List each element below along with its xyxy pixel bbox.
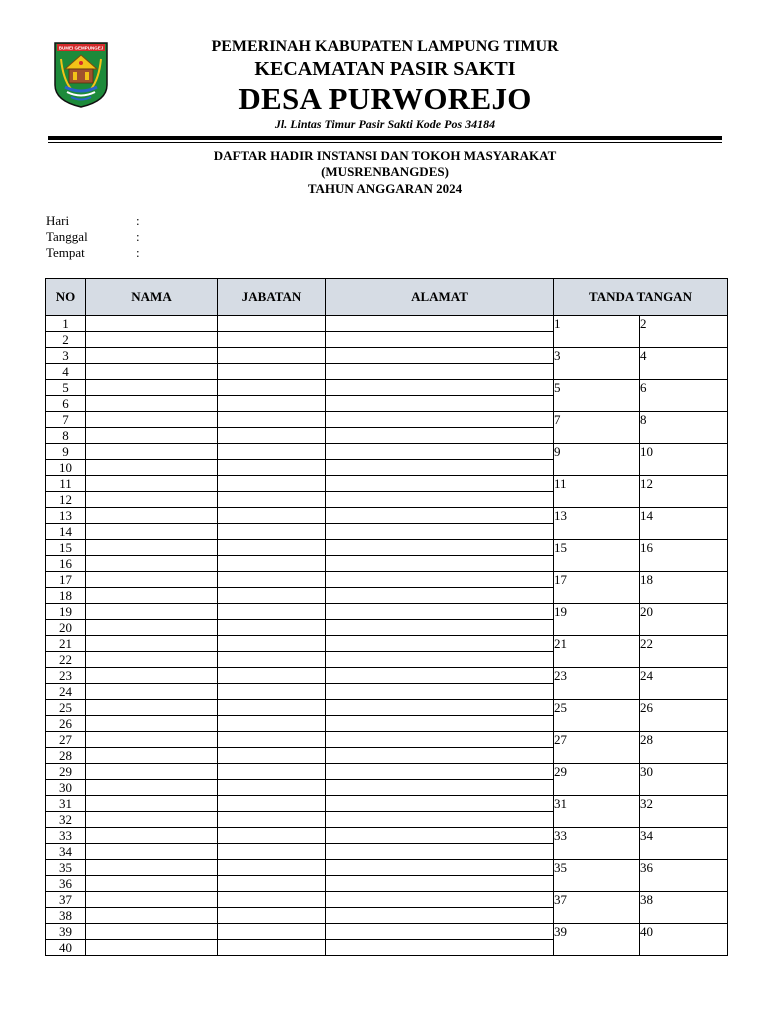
position-cell[interactable]	[218, 540, 326, 556]
signature-cell[interactable]: 33	[554, 828, 640, 860]
table-row	[46, 412, 728, 428]
address-cell[interactable]	[326, 620, 554, 636]
signature-cell[interactable]: 8	[640, 412, 728, 444]
position-cell[interactable]	[218, 732, 326, 748]
signature-cell[interactable]: 36	[640, 860, 728, 892]
info-label: Tanggal	[46, 229, 88, 244]
position-cell[interactable]	[218, 828, 326, 844]
info-separator: :	[136, 245, 140, 260]
position-cell[interactable]	[218, 572, 326, 588]
signature-cell[interactable]: 1	[554, 316, 640, 348]
row-number: 22	[46, 652, 86, 668]
row-number: 38	[46, 908, 86, 924]
address-cell[interactable]	[326, 604, 554, 620]
table-row	[46, 604, 728, 620]
row-number: 40	[46, 940, 86, 956]
address-cell[interactable]	[326, 444, 554, 460]
address-cell[interactable]	[326, 540, 554, 556]
position-cell[interactable]	[218, 812, 326, 828]
signature-cell[interactable]: 16	[640, 540, 728, 572]
address-cell[interactable]	[326, 812, 554, 828]
name-cell[interactable]	[86, 620, 218, 636]
table-row	[46, 924, 728, 940]
position-cell[interactable]	[218, 652, 326, 668]
table-row	[46, 508, 728, 524]
name-cell[interactable]	[86, 604, 218, 620]
signature-cell[interactable]: 14	[640, 508, 728, 540]
signature-cell[interactable]: 15	[554, 540, 640, 572]
signature-cell[interactable]: 29	[554, 764, 640, 796]
name-cell[interactable]	[86, 876, 218, 892]
signature-cell[interactable]: 23	[554, 668, 640, 700]
address-cell[interactable]	[326, 764, 554, 780]
name-cell[interactable]	[86, 460, 218, 476]
position-cell[interactable]	[218, 636, 326, 652]
address-cell[interactable]	[326, 332, 554, 348]
name-cell[interactable]	[86, 316, 218, 332]
address-cell[interactable]	[326, 572, 554, 588]
position-cell[interactable]	[218, 524, 326, 540]
position-cell[interactable]	[218, 332, 326, 348]
table-body	[46, 316, 728, 956]
info-separator: :	[136, 229, 140, 244]
signature-cell[interactable]: 35	[554, 860, 640, 892]
name-cell[interactable]	[86, 412, 218, 428]
table-row	[46, 572, 728, 588]
row-number: 14	[46, 524, 86, 540]
name-cell[interactable]	[86, 540, 218, 556]
address-cell[interactable]	[326, 828, 554, 844]
name-cell[interactable]	[86, 556, 218, 572]
table-row	[46, 860, 728, 876]
header-divider-thick	[48, 136, 722, 140]
position-cell[interactable]	[218, 924, 326, 940]
table-row	[46, 732, 728, 748]
signature-cell[interactable]: 40	[640, 924, 728, 956]
position-cell[interactable]	[218, 396, 326, 412]
row-number: 20	[46, 620, 86, 636]
row-number: 30	[46, 780, 86, 796]
row-number: 26	[46, 716, 86, 732]
address-cell[interactable]	[326, 700, 554, 716]
signature-cell[interactable]: 17	[554, 572, 640, 604]
signature-cell[interactable]: 12	[640, 476, 728, 508]
row-number: 28	[46, 748, 86, 764]
position-cell[interactable]	[218, 844, 326, 860]
position-cell[interactable]	[218, 460, 326, 476]
position-cell[interactable]	[218, 876, 326, 892]
position-cell[interactable]	[218, 700, 326, 716]
row-number: 7	[46, 412, 86, 428]
signature-cell[interactable]: 10	[640, 444, 728, 476]
name-cell[interactable]	[86, 716, 218, 732]
row-number: 31	[46, 796, 86, 812]
position-cell[interactable]	[218, 444, 326, 460]
name-cell[interactable]	[86, 812, 218, 828]
signature-cell[interactable]: 5	[554, 380, 640, 412]
emblem-banner-text: BUMEI GEMPUNGEJ	[58, 45, 104, 51]
position-cell[interactable]	[218, 796, 326, 812]
name-cell[interactable]	[86, 396, 218, 412]
col-header-nama: NAMA	[86, 279, 218, 316]
table-row	[46, 444, 728, 460]
address-cell[interactable]	[326, 508, 554, 524]
signature-cell[interactable]: 39	[554, 924, 640, 956]
name-cell[interactable]	[86, 940, 218, 956]
row-number: 11	[46, 476, 86, 492]
name-cell[interactable]	[86, 668, 218, 684]
row-number: 10	[46, 460, 86, 476]
address-cell[interactable]	[326, 732, 554, 748]
row-number: 21	[46, 636, 86, 652]
row-number: 4	[46, 364, 86, 380]
address-cell[interactable]	[326, 348, 554, 364]
info-label: Tempat	[46, 245, 85, 260]
name-cell[interactable]	[86, 780, 218, 796]
signature-cell[interactable]: 27	[554, 732, 640, 764]
info-place	[46, 245, 140, 261]
position-cell[interactable]	[218, 668, 326, 684]
name-cell[interactable]	[86, 332, 218, 348]
address-cell[interactable]	[326, 780, 554, 796]
signature-cell[interactable]: 20	[640, 604, 728, 636]
signature-cell[interactable]: 2	[640, 316, 728, 348]
name-cell[interactable]	[86, 524, 218, 540]
address-cell[interactable]	[326, 476, 554, 492]
header-district: KECAMATAN PASIR SAKTI	[254, 58, 516, 80]
position-cell[interactable]	[218, 316, 326, 332]
position-cell[interactable]	[218, 684, 326, 700]
name-cell[interactable]	[86, 380, 218, 396]
attendance-table	[45, 278, 728, 956]
table-row	[46, 764, 728, 780]
row-number: 19	[46, 604, 86, 620]
name-cell[interactable]	[86, 492, 218, 508]
row-number: 17	[46, 572, 86, 588]
position-cell[interactable]	[218, 348, 326, 364]
info-separator: :	[136, 213, 140, 228]
name-cell[interactable]	[86, 508, 218, 524]
address-cell[interactable]	[326, 908, 554, 924]
row-number: 25	[46, 700, 86, 716]
row-number: 2	[46, 332, 86, 348]
kabupaten-emblem-icon	[51, 39, 111, 109]
signature-cell[interactable]: 19	[554, 604, 640, 636]
name-cell[interactable]	[86, 828, 218, 844]
name-cell[interactable]	[86, 588, 218, 604]
header-village: DESA PURWOREJO	[238, 81, 532, 116]
signature-cell[interactable]: 26	[640, 700, 728, 732]
info-day	[46, 213, 140, 229]
signature-cell[interactable]: 38	[640, 892, 728, 924]
row-number: 37	[46, 892, 86, 908]
address-cell[interactable]	[326, 940, 554, 956]
signature-cell[interactable]: 31	[554, 796, 640, 828]
row-number: 16	[46, 556, 86, 572]
row-number: 34	[46, 844, 86, 860]
header-address: Jl. Lintas Timur Pasir Sakti Kode Pos 34184	[274, 117, 496, 131]
name-cell[interactable]	[86, 844, 218, 860]
row-number: 18	[46, 588, 86, 604]
address-cell[interactable]	[326, 556, 554, 572]
name-cell[interactable]	[86, 684, 218, 700]
signature-cell[interactable]: 13	[554, 508, 640, 540]
table-row	[46, 828, 728, 844]
name-cell[interactable]	[86, 348, 218, 364]
name-cell[interactable]	[86, 428, 218, 444]
table-row	[46, 348, 728, 364]
col-header-jabatan: JABATAN	[218, 279, 326, 316]
col-header-alamat: ALAMAT	[326, 279, 554, 316]
col-header-no: NO	[46, 279, 86, 316]
position-cell[interactable]	[218, 764, 326, 780]
position-cell[interactable]	[218, 476, 326, 492]
signature-cell[interactable]: 25	[554, 700, 640, 732]
row-number: 15	[46, 540, 86, 556]
name-cell[interactable]	[86, 924, 218, 940]
name-cell[interactable]	[86, 700, 218, 716]
signature-cell[interactable]: 11	[554, 476, 640, 508]
row-number: 35	[46, 860, 86, 876]
table-row	[46, 540, 728, 556]
name-cell[interactable]	[86, 892, 218, 908]
row-number: 27	[46, 732, 86, 748]
signature-cell[interactable]: 22	[640, 636, 728, 668]
position-cell[interactable]	[218, 892, 326, 908]
table-row	[46, 796, 728, 812]
row-number: 8	[46, 428, 86, 444]
name-cell[interactable]	[86, 476, 218, 492]
header-government: PEMERINAH KABUPATEN LAMPUNG TIMUR	[211, 38, 559, 55]
address-cell[interactable]	[326, 380, 554, 396]
position-cell[interactable]	[218, 412, 326, 428]
position-cell[interactable]	[218, 716, 326, 732]
address-cell[interactable]	[326, 524, 554, 540]
table-row	[46, 636, 728, 652]
address-cell[interactable]	[326, 668, 554, 684]
table-row	[46, 892, 728, 908]
signature-cell[interactable]: 28	[640, 732, 728, 764]
table-row	[46, 316, 728, 332]
name-cell[interactable]	[86, 796, 218, 812]
position-cell[interactable]	[218, 620, 326, 636]
address-cell[interactable]	[326, 652, 554, 668]
name-cell[interactable]	[86, 572, 218, 588]
name-cell[interactable]	[86, 652, 218, 668]
name-cell[interactable]	[86, 732, 218, 748]
address-cell[interactable]	[326, 588, 554, 604]
position-cell[interactable]	[218, 588, 326, 604]
row-number: 29	[46, 764, 86, 780]
signature-cell[interactable]: 7	[554, 412, 640, 444]
signature-cell[interactable]: 6	[640, 380, 728, 412]
signature-cell[interactable]: 21	[554, 636, 640, 668]
position-cell[interactable]	[218, 380, 326, 396]
position-cell[interactable]	[218, 940, 326, 956]
header-divider-thin	[48, 142, 722, 143]
signature-cell[interactable]: 9	[554, 444, 640, 476]
position-cell[interactable]	[218, 748, 326, 764]
signature-cell[interactable]: 18	[640, 572, 728, 604]
address-cell[interactable]	[326, 460, 554, 476]
position-cell[interactable]	[218, 780, 326, 796]
col-header-tanda-tangan: TANDA TANGAN	[554, 279, 728, 316]
table-row	[46, 700, 728, 716]
address-cell[interactable]	[326, 412, 554, 428]
name-cell[interactable]	[86, 636, 218, 652]
position-cell[interactable]	[218, 860, 326, 876]
row-number: 13	[46, 508, 86, 524]
address-cell[interactable]	[326, 748, 554, 764]
address-cell[interactable]	[326, 428, 554, 444]
address-cell[interactable]	[326, 492, 554, 508]
row-number: 3	[46, 348, 86, 364]
address-cell[interactable]	[326, 860, 554, 876]
name-cell[interactable]	[86, 748, 218, 764]
table-row	[46, 380, 728, 396]
row-number: 36	[46, 876, 86, 892]
address-cell[interactable]	[326, 684, 554, 700]
signature-cell[interactable]: 30	[640, 764, 728, 796]
name-cell[interactable]	[86, 860, 218, 876]
signature-cell[interactable]: 3	[554, 348, 640, 380]
position-cell[interactable]	[218, 908, 326, 924]
document-subtitle: (MUSRENBANGDES)	[321, 164, 449, 179]
row-number: 23	[46, 668, 86, 684]
document-year: TAHUN ANGGARAN 2024	[307, 181, 463, 196]
row-number: 1	[46, 316, 86, 332]
table-row	[46, 668, 728, 684]
address-cell[interactable]	[326, 364, 554, 380]
row-number: 6	[46, 396, 86, 412]
address-cell[interactable]	[326, 876, 554, 892]
document-title: DAFTAR HADIR INSTANSI DAN TOKOH MASYARAKAT	[213, 148, 557, 163]
row-number: 39	[46, 924, 86, 940]
row-number: 33	[46, 828, 86, 844]
address-cell[interactable]	[326, 844, 554, 860]
position-cell[interactable]	[218, 556, 326, 572]
position-cell[interactable]	[218, 508, 326, 524]
row-number: 32	[46, 812, 86, 828]
table-header-row	[46, 279, 728, 316]
position-cell[interactable]	[218, 492, 326, 508]
signature-cell[interactable]: 24	[640, 668, 728, 700]
address-cell[interactable]	[326, 796, 554, 812]
signature-cell[interactable]: 34	[640, 828, 728, 860]
row-number: 24	[46, 684, 86, 700]
row-number: 5	[46, 380, 86, 396]
address-cell[interactable]	[326, 636, 554, 652]
address-cell[interactable]	[326, 316, 554, 332]
name-cell[interactable]	[86, 364, 218, 380]
name-cell[interactable]	[86, 444, 218, 460]
signature-cell[interactable]: 32	[640, 796, 728, 828]
position-cell[interactable]	[218, 364, 326, 380]
address-cell[interactable]	[326, 716, 554, 732]
name-cell[interactable]	[86, 764, 218, 780]
position-cell[interactable]	[218, 604, 326, 620]
info-label: Hari	[46, 213, 70, 228]
address-cell[interactable]	[326, 396, 554, 412]
name-cell[interactable]	[86, 908, 218, 924]
signature-cell[interactable]: 37	[554, 892, 640, 924]
signature-cell[interactable]: 4	[640, 348, 728, 380]
row-number: 9	[46, 444, 86, 460]
table-row	[46, 476, 728, 492]
address-cell[interactable]	[326, 892, 554, 908]
row-number: 12	[46, 492, 86, 508]
position-cell[interactable]	[218, 428, 326, 444]
address-cell[interactable]	[326, 924, 554, 940]
info-date	[46, 229, 140, 245]
